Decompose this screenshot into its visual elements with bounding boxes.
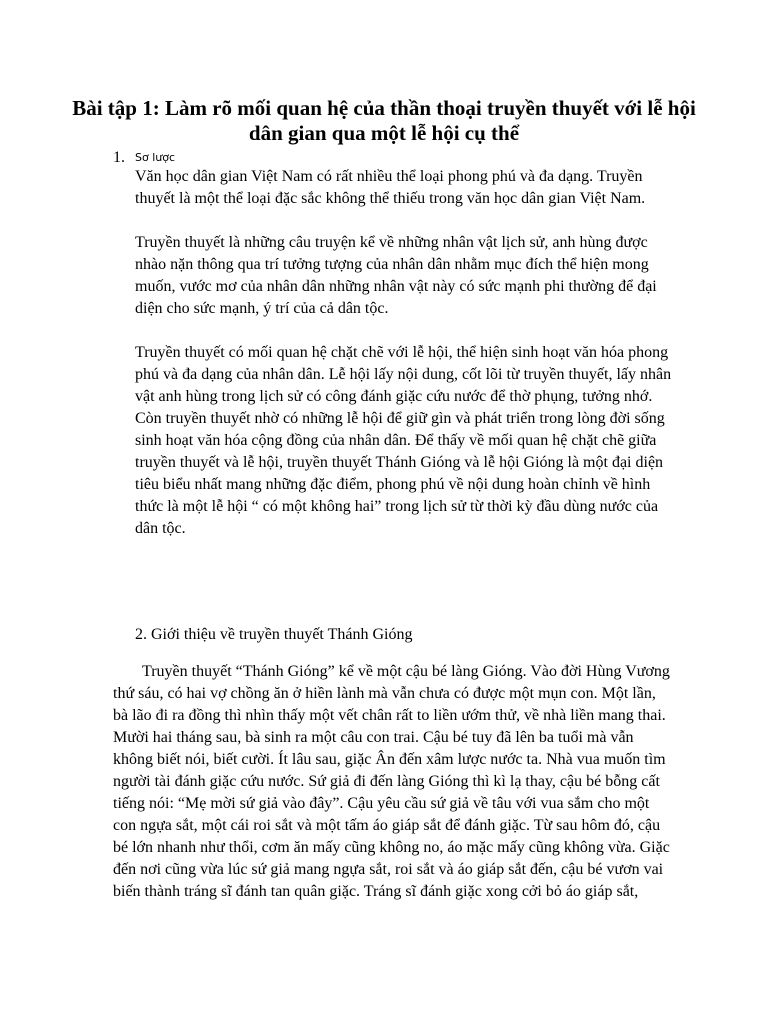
paragraph: Truyền thuyết có mối quan hệ chặt chẽ với lễ hội, thể hiện sinh hoạt văn hóa phong phú và đa dạng của nhân dân. Lễ hội lấy nội dung, cốt lõi từ truyền thuyết, lấy nhân vật anh hùng trong lịch sử có công đánh giặc cứu nước để thờ phụng, tưởng nhớ. Còn truyền thuyết nhờ có những lễ hội để giữ gìn và phát triển trong lòng đời sống sinh hoạt văn hóa cộng đồng của nhân dân. Để thấy về mối quan hệ chặt chẽ giữa truyền thuyết và lễ hội, truyền thuyết Thánh Gióng và lễ hội Gióng là một đại diện tiêu biểu nhất mang những đặc điểm, phong phú về nội dung hoàn chỉnh về hình thức là một lễ hội “ có một không hai” trong lịch sử từ thời kỳ đầu dùng nước của dân tộc. <box>135 344 672 537</box>
section-heading: 2. Giới thiệu về truyền thuyết Thánh Gióng <box>135 626 413 643</box>
section-body <box>135 166 673 562</box>
section-heading: Sơ lược <box>135 151 176 164</box>
paragraph: Truyền thuyết “Thánh Gióng” kể về một cậu bé làng Gióng. Vào đời Hùng Vương thứ sáu, có hai vợ chồng ăn ở hiền lành mà vẫn chưa có được một mụn con. Một lần, bà lão đi ra đồng thì nhìn thấy một vết chân rất to liền ướm thử, về nhà liền mang thai. Mười hai tháng sau, bà sinh ra một câu con trai. Cậu bé tuy đã lên ba tuổi mà vẫn không biết nói, biết cười. Ít lâu sau, giặc Ân đến xâm lược nước ta. Nhà vua muốn tìm người tài đánh giặc cứu nước. Sứ giả đi đến làng Gióng thì kì lạ thay, cậu bé bỗng cất tiếng nói: “Mẹ mời sứ giả vào đây”. Cậu yêu cầu sứ giả về tâu với vua sắm cho một con ngựa sắt, một cái roi sắt và một tấm áo giáp sắt để đánh giặc. Từ sau hôm đó, cậu bé lớn nhanh như thổi, cơm ăn mấy cũng không no, áo mặc mấy cũng không vừa. Giặc đến nơi cũng vừa lúc sứ giả mang ngựa sắt, roi sắt và áo giáp sắt đến, cậu bé vươn vai biến thành tráng sĩ đánh tan quân giặc. Tráng sĩ đánh giặc xong cởi bỏ áo giáp sắt, <box>113 663 670 900</box>
paragraph: Truyền thuyết là những câu truyện kể về những nhân vật lịch sử, anh hùng được nhào nặn thông qua trí tưởng tượng của nhân dân nhằm mục đích thể hiện mong muốn, vước mơ của nhân dân những nhân vật này có sức mạnh phi thường để đại diện cho sức mạnh, ý trí của cả dân tộc. <box>135 234 657 317</box>
document-title: Bài tập 1: Làm rõ mối quan hệ của thần thoại truyền thuyết với lễ hội dân gian qua một lễ hội cụ thể <box>72 96 696 145</box>
section-number: 1. <box>113 149 125 166</box>
paragraph: Văn học dân gian Việt Nam có rất nhiều thể loại phong phú và đa dạng. Truyền thuyết là một thể loại đặc sắc không thể thiếu trong văn học dân gian Việt Nam. <box>135 168 646 207</box>
